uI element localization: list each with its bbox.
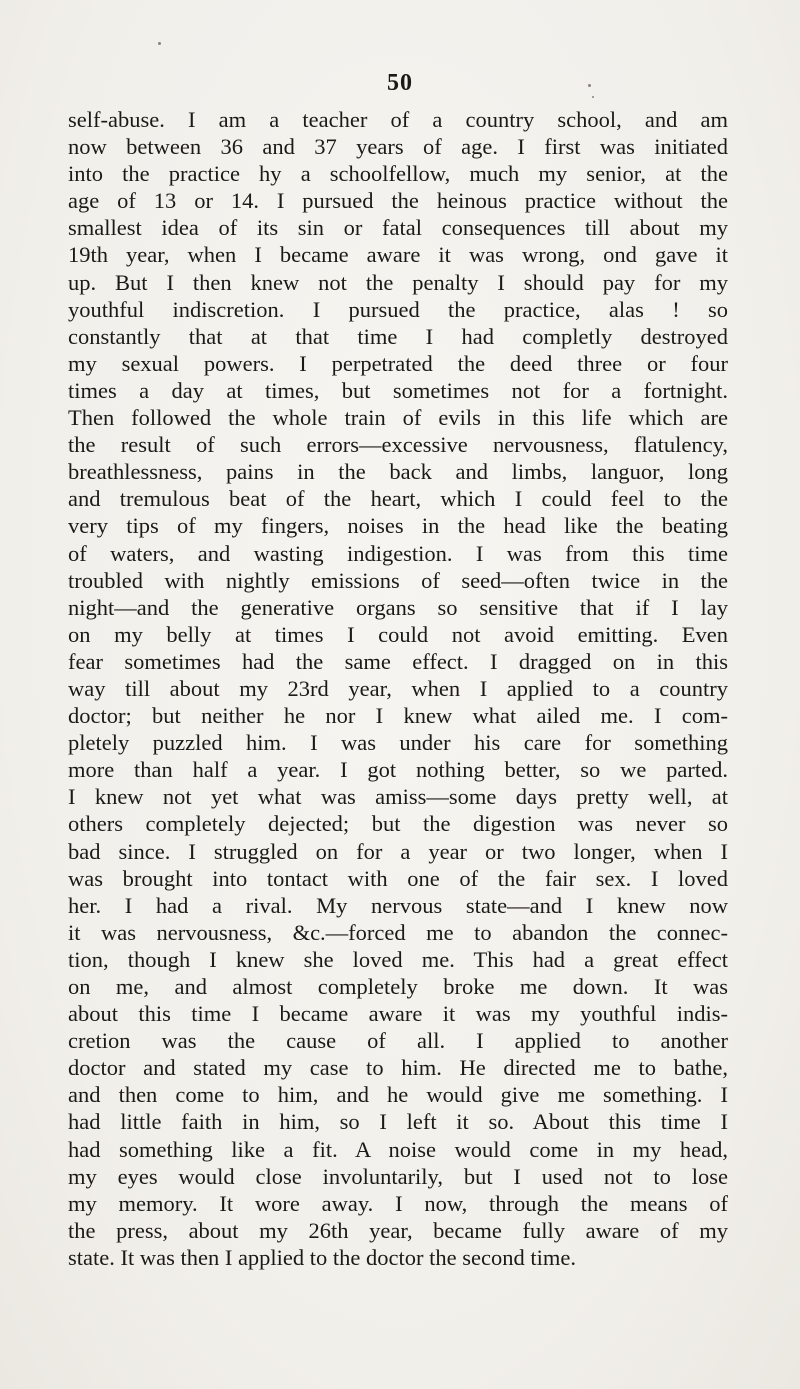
text-line: youthful indiscretion. I pursued the practice, alas ! so	[68, 296, 728, 322]
print-speck	[158, 42, 161, 45]
text-line: about this time I became aware it was my youthful indis-	[68, 1001, 728, 1027]
text-line: doctor and stated my case to him. He directed me to bathe,	[68, 1055, 728, 1081]
text-line: pletely puzzled him. I was under his care for something	[68, 730, 728, 756]
text-line: and then come to him, and he would give me something. I	[68, 1082, 728, 1108]
text-line: on me, and almost completely broke me down. It was	[68, 974, 728, 999]
text-line: tion, though I knew she loved me. This had a great effect	[68, 946, 728, 972]
text-line: up. But I then knew not the penalty I should pay for my	[68, 269, 728, 295]
text-line: 19th year, when I became aware it was wrong, ond gave it	[68, 242, 728, 268]
text-line: more than half a year. I got nothing better, so we parted.	[68, 757, 728, 783]
text-line: my sexual powers. I perpetrated the deed three or four	[68, 350, 728, 376]
text-line: on my belly at times I could not avoid emitting. Even	[68, 621, 728, 647]
text-line: very tips of my fingers, noises in the head like the beating	[68, 513, 728, 539]
text-line: now between 36 and 37 years of age. I first was initiated	[68, 134, 728, 160]
text-line: my eyes would close involuntarily, but I used not to lose	[68, 1163, 728, 1189]
text-line: way till about my 23rd year, when I applied to a country	[68, 675, 728, 701]
text-line: was brought into tontact with one of the fair sex. I loved	[68, 865, 728, 891]
text-line: and tremulous beat of the heart, which I could feel to the	[68, 486, 728, 512]
text-line: constantly that at that time I had completly destroyed	[68, 323, 728, 349]
text-line: smallest idea of its sin or fatal consequences till about my	[68, 215, 728, 241]
text-line: doctor; but neither he nor I knew what ailed me. I com-	[68, 703, 728, 729]
text-line: her. I had a rival. My nervous state—and I knew now	[68, 892, 728, 918]
text-line: others completely dejected; but the digestion was never so	[68, 811, 728, 837]
text-line: into the practice hy a schoolfellow, much my senior, at the	[68, 161, 728, 187]
text-line: had something like a fit. A noise would come in my head,	[68, 1136, 728, 1162]
text-line: it was nervousness, &c.—forced me to abandon the connec-	[68, 919, 728, 945]
text-line: the result of such errors—excessive nervousness, flatulency,	[68, 432, 728, 458]
page-number: 50	[387, 70, 413, 96]
text-line: cretion was the cause of all. I applied to another	[68, 1028, 728, 1054]
text-line: breathlessness, pains in the back and limbs, languor, long	[68, 459, 728, 485]
text-line: state. It was then I applied to the doctor the second time.	[68, 1244, 576, 1270]
text-line: Then followed the whole train of evils in this life which are	[68, 405, 728, 431]
text-line: self-abuse. I am a teacher of a country school, and am	[68, 107, 728, 132]
text-line: troubled with nightly emissions of seed—often twice in the	[68, 567, 728, 593]
text-line: night—and the generative organs so sensitive that if I lay	[68, 594, 728, 620]
text-line: the press, about my 26th year, became fully aware of my	[68, 1217, 728, 1243]
text-line: bad since. I struggled on for a year or two longer, when I	[68, 838, 728, 864]
text-line: my memory. It wore away. I now, through the means of	[68, 1190, 728, 1216]
text-line: I knew not yet what was amiss—some days pretty well, at	[68, 784, 728, 810]
text-line: times a day at times, but sometimes not for a fortnight.	[68, 377, 728, 403]
body-text	[68, 106, 728, 1271]
text-line: had little faith in him, so I left it so. About this time I	[68, 1109, 728, 1135]
text-line: fear sometimes had the same effect. I dragged on in this	[68, 648, 728, 674]
text-line: of waters, and wasting indigestion. I was from this time	[68, 540, 728, 566]
text-line: age of 13 or 14. I pursued the heinous practice without the	[68, 188, 728, 214]
